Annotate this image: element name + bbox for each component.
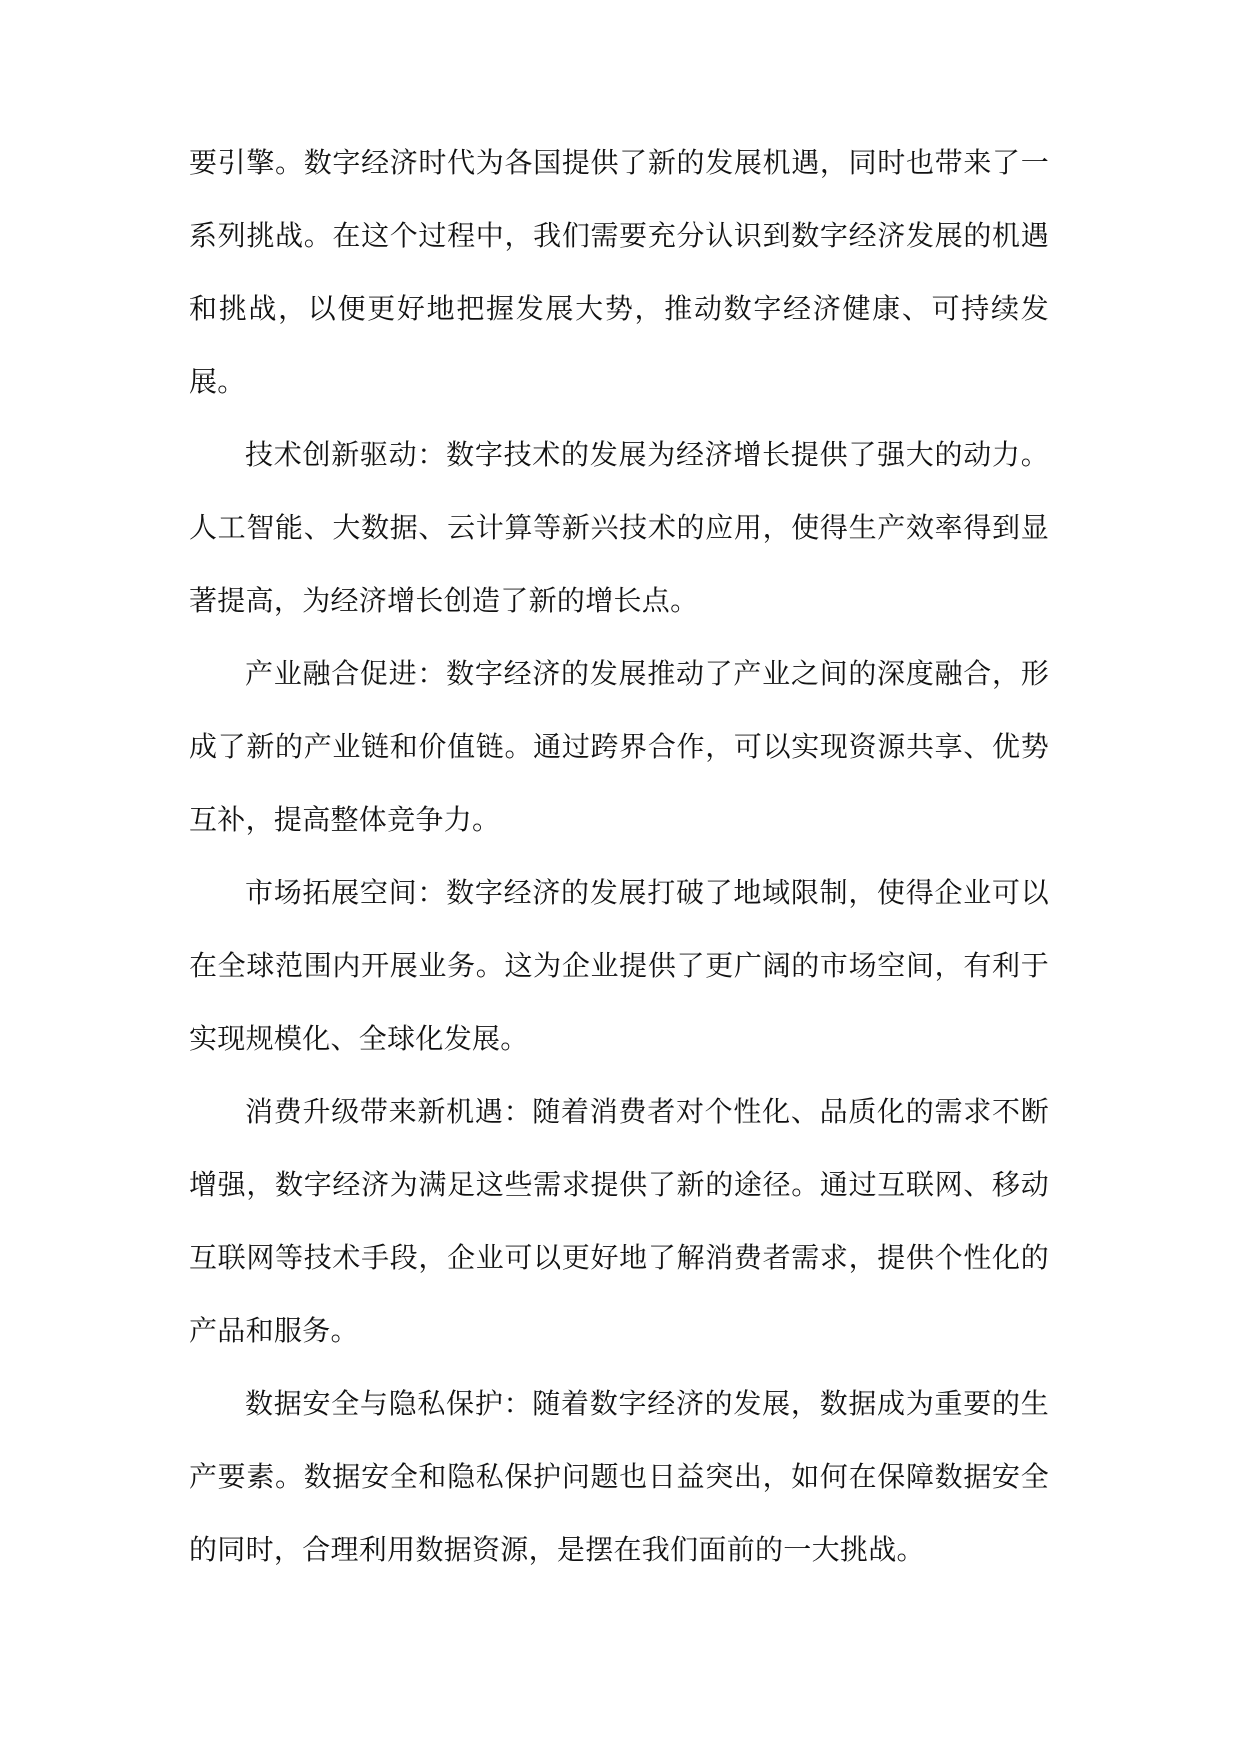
paragraph-industry-integration: 产业融合促进：数字经济的发展推动了产业之间的深度融合，形成了新的产业链和价值链。通过跨界合作，可以实现资源共享、优势互补，提高整体竞争力。 [189, 657, 1049, 836]
paragraph-continuation: 要引擎。数字经济时代为各国提供了新的发展机遇，同时也带来了一系列挑战。在这个过程中，我们需要充分认识到数字经济发展的机遇和挑战，以便更好地把握发展大势，推动数字经济健康、可持续发展。 [189, 146, 1049, 398]
paragraph-tech-innovation: 技术创新驱动：数字技术的发展为经济增长提供了强大的动力。人工智能、大数据、云计算等新兴技术的应用，使得生产效率得到显著提高，为经济增长创造了新的增长点。 [189, 438, 1049, 617]
paragraph-consumption-upgrade: 消费升级带来新机遇：随着消费者对个性化、品质化的需求不断增强，数字经济为满足这些需求提供了新的途径。通过互联网、移动互联网等技术手段，企业可以更好地了解消费者需求，提供个性化的产品和服务。 [189, 1095, 1049, 1347]
paragraph-market-expansion: 市场拓展空间：数字经济的发展打破了地域限制，使得企业可以在全球范围内开展业务。这为企业提供了更广阔的市场空间，有利于实现规模化、全球化发展。 [189, 876, 1049, 1055]
paragraph-data-security: 数据安全与隐私保护：随着数字经济的发展，数据成为重要的生产要素。数据安全和隐私保护问题也日益突出，如何在保障数据安全的同时，合理利用数据资源，是摆在我们面前的一大挑战。 [189, 1387, 1049, 1566]
document-body [189, 126, 1049, 1586]
